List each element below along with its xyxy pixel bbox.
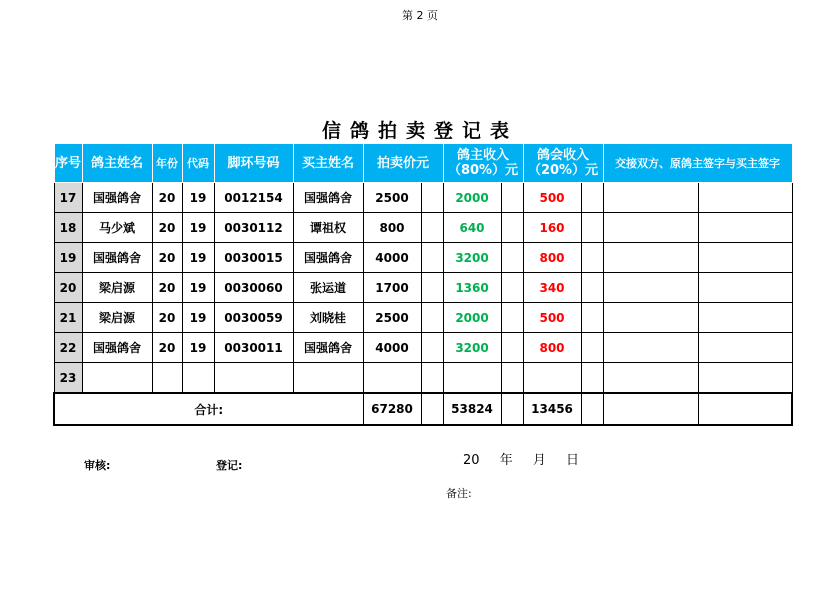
row-club-income[interactable]: 160 [523,213,581,243]
total-row [54,393,792,425]
row-buyer-signature[interactable] [698,183,792,213]
row-owner[interactable]: 国强鸽舍 [82,333,152,363]
row-club-income-spacer [581,243,603,273]
row-price-spacer [421,183,443,213]
date-year-label: 年 [499,453,513,468]
row-buyer-signature[interactable] [698,273,792,303]
row-buyer[interactable]: 谭祖权 [293,213,363,243]
form-title: 信鸽拍卖登记表 [321,120,518,142]
row-seq: 20 [54,273,82,303]
row-price[interactable]: 4000 [363,243,421,273]
row-buyer[interactable]: 刘晓桂 [293,303,363,333]
header-signature: 交接双方、原鸽主签字与买主签字 [603,144,792,183]
row-owner-income[interactable]: 3200 [443,243,501,273]
row-price[interactable]: 2500 [363,303,421,333]
row-buyer-signature[interactable] [698,303,792,333]
header-year: 年份 [152,144,182,183]
row-year[interactable]: 20 [152,333,182,363]
row-year[interactable] [152,363,182,394]
table-row [54,243,792,273]
row-owner-income[interactable]: 2000 [443,303,501,333]
row-club-income-spacer [581,273,603,303]
row-price[interactable]: 800 [363,213,421,243]
row-club-income[interactable]: 800 [523,243,581,273]
date-month-label: 月 [532,453,546,468]
audit-label: 审核: [84,459,111,472]
row-buyer[interactable] [293,363,363,394]
page-number: 第 2 页 [402,9,438,22]
row-seq: 17 [54,183,82,213]
row-price[interactable] [363,363,421,394]
row-owner[interactable]: 梁启源 [82,303,152,333]
date-line [463,449,595,468]
row-owner[interactable] [82,363,152,394]
row-club-income[interactable]: 500 [523,183,581,213]
row-club-income-spacer [581,303,603,333]
row-seq: 19 [54,243,82,273]
row-seq: 23 [54,363,82,394]
row-buyer[interactable]: 国强鸽舍 [293,243,363,273]
row-code[interactable]: 19 [182,183,214,213]
row-buyer-signature[interactable] [698,363,792,394]
register-label: 登记: [216,459,243,472]
row-seller-signature[interactable] [603,183,698,213]
row-owner-income-spacer [501,183,523,213]
row-year[interactable]: 20 [152,213,182,243]
row-ring[interactable]: 0030060 [214,273,293,303]
row-ring[interactable]: 0030011 [214,333,293,363]
row-seller-signature[interactable] [603,333,698,363]
row-buyer-signature[interactable] [698,333,792,363]
row-ring[interactable]: 0012154 [214,183,293,213]
total-label: 合计: [54,393,363,425]
row-seq: 18 [54,213,82,243]
row-owner-income-spacer [501,333,523,363]
row-price-spacer [421,303,443,333]
row-owner[interactable]: 马少斌 [82,213,152,243]
row-buyer[interactable]: 国强鸽舍 [293,333,363,363]
header-buyer: 买主姓名 [293,144,363,183]
total-owner-income-spacer [501,393,523,425]
row-ring[interactable]: 0030059 [214,303,293,333]
row-ring[interactable]: 0030112 [214,213,293,243]
row-owner[interactable]: 梁启源 [82,273,152,303]
row-owner-income-spacer [501,363,523,394]
header-ring: 脚环号码 [214,144,293,183]
total-signature-blank [603,393,698,425]
total-club-income-spacer [581,393,603,425]
row-owner-income-spacer [501,273,523,303]
row-ring[interactable] [214,363,293,394]
row-owner[interactable]: 国强鸽舍 [82,243,152,273]
row-price[interactable]: 1700 [363,273,421,303]
row-seq: 22 [54,333,82,363]
row-price[interactable]: 4000 [363,333,421,363]
row-code[interactable]: 19 [182,243,214,273]
date-year[interactable]: 20 [463,453,480,468]
row-price-spacer [421,213,443,243]
row-year[interactable]: 20 [152,243,182,273]
row-seller-signature[interactable] [603,213,698,243]
header-seq: 序号 [54,144,82,183]
row-code[interactable]: 19 [182,273,214,303]
row-buyer[interactable]: 张运道 [293,273,363,303]
total-price-spacer [421,393,443,425]
row-code[interactable]: 19 [182,333,214,363]
row-buyer-signature[interactable] [698,213,792,243]
row-owner-income[interactable]: 3200 [443,333,501,363]
row-owner-income[interactable] [443,363,501,394]
remark-label: 备注: [446,487,472,500]
total-club-income: 13456 [523,393,581,425]
date-day-label: 日 [566,453,580,468]
header-row [54,144,792,183]
row-code[interactable]: 19 [182,213,214,243]
table-row [54,213,792,243]
row-club-income-spacer [581,183,603,213]
header-club-income: 鸽会收入（20%）元 [523,144,603,183]
row-owner-income-spacer [501,243,523,273]
row-club-income[interactable]: 340 [523,273,581,303]
row-buyer-signature[interactable] [698,243,792,273]
row-club-income[interactable]: 800 [523,333,581,363]
header-owner-income: 鸽主收入（80%）元 [443,144,523,183]
row-code[interactable]: 19 [182,303,214,333]
row-club-income[interactable]: 500 [523,303,581,333]
table-row [54,273,792,303]
row-club-income-spacer [581,363,603,394]
row-price[interactable]: 2500 [363,183,421,213]
table-row [54,303,792,333]
row-club-income-spacer [581,213,603,243]
row-seller-signature[interactable] [603,303,698,333]
row-seq: 21 [54,303,82,333]
row-seller-signature[interactable] [603,363,698,394]
row-ring[interactable]: 0030015 [214,243,293,273]
table-row [54,183,792,213]
row-year[interactable]: 20 [152,303,182,333]
header-price: 拍卖价元 [363,144,443,183]
table-row [54,363,792,394]
row-price-spacer [421,243,443,273]
row-owner-income-spacer [501,213,523,243]
row-seller-signature[interactable] [603,273,698,303]
row-buyer[interactable]: 国强鸽舍 [293,183,363,213]
auction-register-table [53,143,793,426]
row-price-spacer [421,333,443,363]
total-signature-blank [698,393,792,425]
row-owner[interactable]: 国强鸽舍 [82,183,152,213]
row-owner-income-spacer [501,303,523,333]
row-seller-signature[interactable] [603,243,698,273]
header-owner: 鸽主姓名 [82,144,152,183]
total-price: 67280 [363,393,421,425]
row-year[interactable]: 20 [152,273,182,303]
row-owner-income[interactable]: 2000 [443,183,501,213]
row-year[interactable]: 20 [152,183,182,213]
row-club-income-spacer [581,333,603,363]
header-code: 代码 [182,144,214,183]
row-owner-income[interactable]: 640 [443,213,501,243]
table-row [54,333,792,363]
row-price-spacer [421,363,443,394]
row-owner-income[interactable]: 1360 [443,273,501,303]
row-club-income[interactable] [523,363,581,394]
total-owner-income: 53824 [443,393,501,425]
row-price-spacer [421,273,443,303]
row-code[interactable] [182,363,214,394]
